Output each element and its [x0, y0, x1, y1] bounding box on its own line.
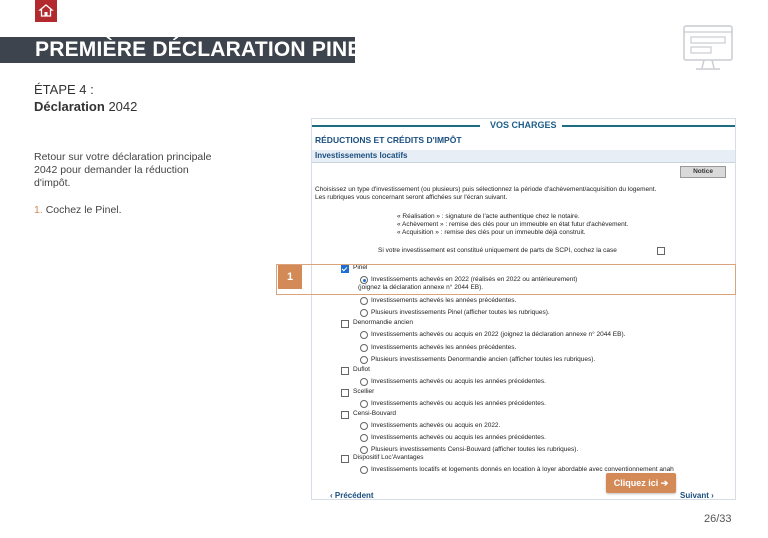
scellier-option-previous-label: Investissements achevés ou acquis les années précédentes. [371, 400, 546, 407]
denormandie-option-previous-label: Investissements achevés les années précédentes. [371, 344, 517, 351]
denormandie-option-multiple-label: Plusieurs investissements Denormandie ancien (afficher toutes les rubriques). [371, 356, 596, 363]
censi-option-multiple-radio[interactable] [360, 446, 368, 454]
definition-realisation: « Réalisation » : signature de l'acte authentique chez le notaire. [397, 213, 580, 220]
denormandie-option-previous-radio[interactable] [360, 344, 368, 352]
pinel-option-2022-label: Investissements achevés en 2022 (réalisés en 2022 ou antérieurement) [371, 276, 578, 283]
header-rule-right [562, 125, 735, 127]
scpi-label: Si votre investissement est constitué uniquement de parts de SCPI, cochez la case [378, 247, 617, 254]
intro-line-1: Choisissez un type d'investissement (ou plusieurs) puis sélectionnez la période d'achèvement/acquisition du logement. [315, 186, 657, 193]
censi-option-previous-radio[interactable] [360, 434, 368, 442]
pinel-highlight-box [276, 264, 736, 295]
step-title [34, 99, 137, 114]
loc-avantages-option-radio[interactable] [360, 466, 368, 474]
pinel-option-previous-radio[interactable] [360, 297, 368, 305]
step-label: ÉTAPE 4 : [34, 82, 94, 97]
scellier-label: Scellier [353, 388, 375, 395]
denormandie-label: Denormandie ancien [353, 319, 413, 326]
duflot-option-previous-label: Investissements achevés ou acquis les années précédentes. [371, 378, 546, 385]
subsection-title: Investissements locatifs [315, 151, 408, 160]
panel-header [312, 119, 735, 131]
denormandie-option-2022-label: Investissements achevés ou acquis en 2022 (joignez la déclaration annexe n° 2044 EB). [371, 331, 626, 338]
section-title: RÉDUCTIONS ET CRÉDITS D'IMPÔT [315, 135, 462, 145]
scellier-checkbox[interactable] [341, 389, 349, 397]
censi-option-2022-label: Investissements achevés ou acquis en 2022. [371, 422, 501, 429]
denormandie-option-2022-radio[interactable] [360, 331, 368, 339]
page-title: PREMIÈRE DÉCLARATION PINEL [35, 38, 375, 61]
denormandie-checkbox[interactable] [341, 320, 349, 328]
duflot-checkbox[interactable] [341, 367, 349, 375]
step-description: Retour sur votre déclaration principale 2042 pour demander la réduction d'impôt. [34, 151, 212, 189]
next-link[interactable]: Suivant › [680, 491, 714, 500]
censi-option-previous-label: Investissements achevés ou acquis les années précédentes. [371, 434, 546, 441]
definition-acquisition: « Acquisition » : remise des clés pour un immeuble déjà construit. [397, 229, 586, 236]
computer-form-icon [682, 24, 734, 72]
header-rule-left [312, 125, 480, 127]
pinel-label: Pinel [353, 264, 368, 271]
intro-line-2: Les rubriques vous concernant seront affichées sur l'écran suivant. [315, 194, 508, 201]
click-here-button[interactable]: Cliquez ici ➔ [606, 473, 676, 493]
pinel-option-2022-note: (joignez la déclaration annexe n° 2044 EB). [358, 284, 484, 291]
previous-link[interactable]: ‹ Précédent [330, 491, 374, 500]
page-number: 26/33 [704, 513, 732, 525]
duflot-label: Duflot [353, 366, 370, 373]
step-title-bold: Déclaration [34, 99, 105, 114]
instruction-text: Cochez le Pinel. [45, 204, 122, 216]
step-badge: 1 [278, 265, 302, 289]
instruction-num: 1. [34, 204, 43, 216]
step-title-num: 2042 [108, 99, 138, 114]
pinel-option-previous-label: Investissements achevés les années précédentes. [371, 297, 517, 304]
home-logo [35, 0, 57, 22]
denormandie-option-multiple-radio[interactable] [360, 356, 368, 364]
loc-avantages-checkbox[interactable] [341, 455, 349, 463]
subsection-bar [312, 150, 735, 163]
pinel-option-multiple-radio[interactable] [360, 309, 368, 317]
censi-bouvard-label: Censi-Bouvard [353, 410, 396, 417]
loc-avantages-option-label: Investissements locatifs et logements donnés en location à loyer abordable avec conventionnement anah [371, 466, 674, 473]
notice-button[interactable]: Notice [680, 166, 726, 178]
censi-option-2022-radio[interactable] [360, 422, 368, 430]
censi-option-multiple-label: Plusieurs investissements Censi-Bouvard (afficher toutes les rubriques). [371, 446, 579, 453]
scellier-option-previous-radio[interactable] [360, 400, 368, 408]
tax-form-panel [311, 118, 736, 500]
loc-avantages-label: Dispositif Loc'Avantages [353, 454, 424, 461]
pinel-option-multiple-label: Plusieurs investissements Pinel (afficher toutes les rubriques). [371, 309, 550, 316]
duflot-option-previous-radio[interactable] [360, 378, 368, 386]
panel-header-label: VOS CHARGES [490, 120, 557, 130]
scpi-checkbox[interactable] [657, 247, 665, 255]
instruction [34, 204, 122, 216]
censi-bouvard-checkbox[interactable] [341, 411, 349, 419]
definition-achevement: « Achèvement » : remise des clés pour un immeuble en état futur d'achèvement. [397, 221, 629, 228]
home-icon [38, 3, 54, 19]
title-bar [0, 37, 375, 63]
